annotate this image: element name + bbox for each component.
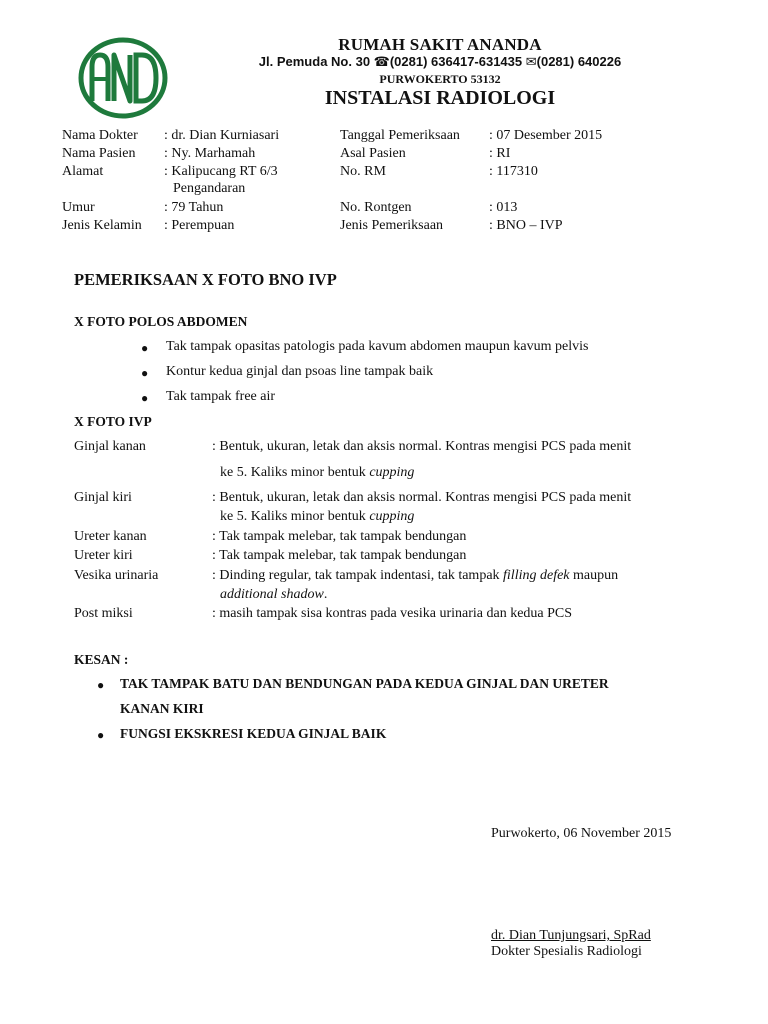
info-label-origin: Asal Pasien xyxy=(340,146,406,161)
info-value-exam-date: : 07 Desember 2015 xyxy=(489,128,603,143)
ivp-value-left-kidney: : Bentuk, ukuran, letak dan aksis normal. Kontras mengisi PCS pada menit xyxy=(212,490,632,505)
ivp-label-bladder: Vesika urinaria xyxy=(74,568,159,583)
ivp-label-post-miksi: Post miksi xyxy=(74,606,133,621)
ivp-value-bladder-2: additional shadow. xyxy=(220,587,328,602)
ivp-value-post-miksi: : masih tampak sisa kontras pada vesika urinaria dan kedua PCS xyxy=(212,606,573,621)
doctor-role: Dokter Spesialis Radiologi xyxy=(491,944,642,959)
info-label-rontgen: No. Rontgen xyxy=(340,200,412,215)
hospital-address: Jl. Pemuda No. 30 ☎(0281) 636417-631435 ✉(0281) 640226 xyxy=(258,54,622,69)
polos-item: Tak tampak free air xyxy=(166,389,276,404)
ivp-label-left-ureter: Ureter kiri xyxy=(74,548,133,563)
polos-title: X FOTO POLOS ABDOMEN xyxy=(74,314,248,329)
bullet-icon: ● xyxy=(97,728,105,742)
info-value-rm: : 117310 xyxy=(489,164,538,179)
kesan-item-2: FUNGSI EKSKRESI KEDUA GINJAL BAIK xyxy=(120,726,387,741)
info-label-exam-date: Tanggal Pemeriksaan xyxy=(340,128,460,143)
info-value-exam-type: : BNO – IVP xyxy=(489,218,563,233)
info-label-age: Umur xyxy=(62,200,95,215)
info-value-sex: : Perempuan xyxy=(164,218,235,233)
bullet-icon: ● xyxy=(141,391,149,405)
doctor-name: dr. Dian Tunjungsari, SpRad xyxy=(491,928,651,943)
bullet-icon: ● xyxy=(141,366,149,380)
bullet-icon: ● xyxy=(97,678,105,692)
info-label-sex: Jenis Kelamin xyxy=(62,218,142,233)
info-value-address: : Kalipucang RT 6/3 xyxy=(164,164,278,179)
ivp-label-left-kidney: Ginjal kiri xyxy=(74,490,132,505)
info-value-patient: : Ny. Marhamah xyxy=(164,146,256,161)
kesan-item-1: TAK TAMPAK BATU DAN BENDUNGAN PADA KEDUA GINJAL DAN URETER xyxy=(120,676,609,691)
exam-title: PEMERIKSAAN X FOTO BNO IVP xyxy=(74,270,337,289)
ivp-value-left-ureter: : Tak tampak melebar, tak tampak bendungan xyxy=(212,548,467,563)
ivp-title: X FOTO IVP xyxy=(74,414,152,429)
info-value-origin: : RI xyxy=(489,146,511,161)
place-date: Purwokerto, 06 November 2015 xyxy=(491,826,672,841)
hospital-name: RUMAH SAKIT ANANDA xyxy=(338,35,542,54)
info-label-rm: No. RM xyxy=(340,164,386,179)
ivp-label-right-ureter: Ureter kanan xyxy=(74,529,147,544)
polos-item: Tak tampak opasitas patologis pada kavum abdomen maupun kavum pelvis xyxy=(166,339,589,354)
ivp-value-left-kidney-2: ke 5. Kaliks minor bentuk cupping xyxy=(220,509,415,524)
info-value-doctor: : dr. Dian Kurniasari xyxy=(164,128,280,143)
info-label-patient: Nama Pasien xyxy=(62,146,136,161)
kesan-item-1-2: KANAN KIRI xyxy=(120,701,204,716)
ivp-value-right-ureter: : Tak tampak melebar, tak tampak bendungan xyxy=(212,529,467,544)
info-label-doctor: Nama Dokter xyxy=(62,128,138,143)
kesan-title: KESAN : xyxy=(74,652,129,667)
hospital-city: PURWOKERTO 53132 xyxy=(379,72,501,86)
info-value-rontgen: : 013 xyxy=(489,200,518,215)
installation-title: INSTALASI RADIOLOGI xyxy=(324,87,556,109)
ivp-value-right-kidney: : Bentuk, ukuran, letak dan aksis normal. Kontras mengisi PCS pada menit xyxy=(212,439,632,454)
bullet-icon: ● xyxy=(141,341,149,355)
info-value-age: : 79 Tahun xyxy=(164,200,224,215)
info-label-address: Alamat xyxy=(62,164,104,179)
ivp-label-right-kidney: Ginjal kanan xyxy=(74,439,146,454)
info-label-exam-type: Jenis Pemeriksaan xyxy=(340,218,444,233)
polos-item: Kontur kedua ginjal dan psoas line tampak baik xyxy=(166,364,434,379)
ivp-value-bladder: : Dinding regular, tak tampak indentasi, tak tampak filling defek maupun xyxy=(212,568,619,583)
ivp-value-right-kidney-2: ke 5. Kaliks minor bentuk cupping xyxy=(220,465,415,480)
info-value-address-2: Pengandaran xyxy=(173,181,246,196)
